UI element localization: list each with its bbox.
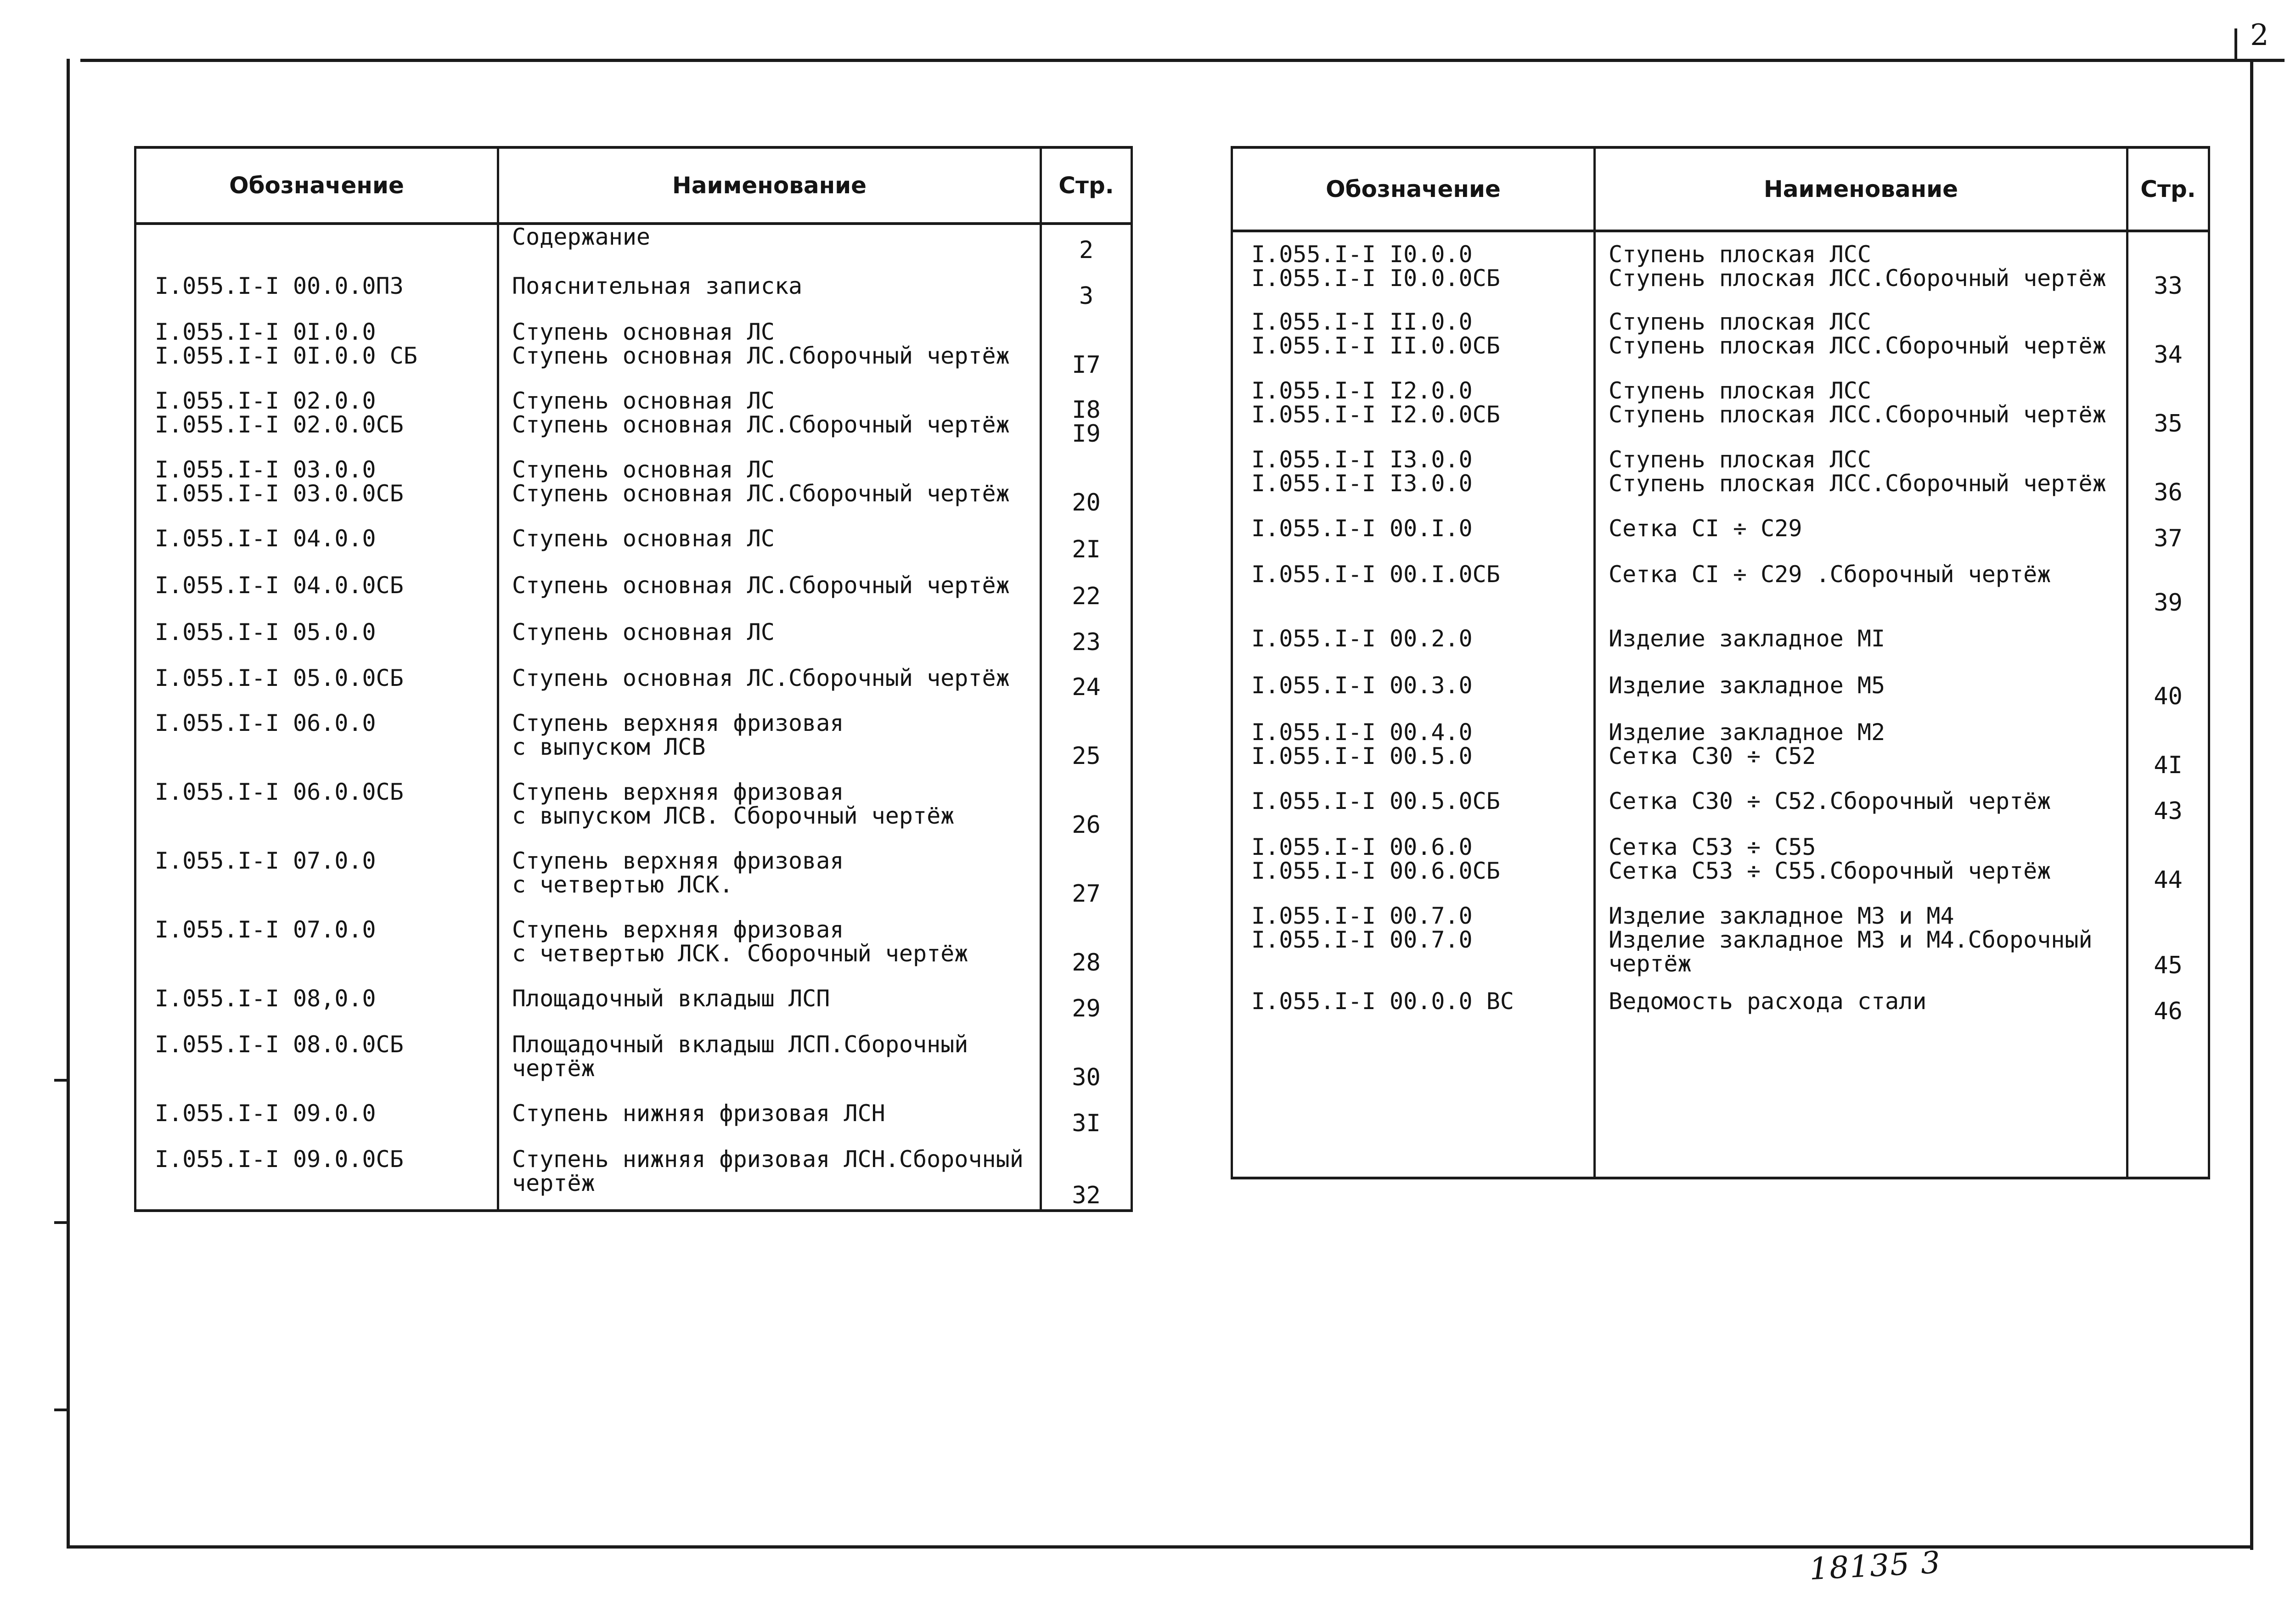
column-header-name: Наименование [1595,147,2127,231]
row-page: 3 [1041,264,1132,310]
row-code: I.055.I-I 05.0.0 [135,610,498,656]
table-row [1232,231,2209,300]
row-page: 46 [2127,979,2209,1025]
table-row [135,1091,1132,1137]
row-code: I.055.I-I 08.0.0СБ [135,1022,498,1091]
row-name: Изделие закладное М2 Сетка С30 ÷ С52 [1595,710,2127,779]
table-row [135,701,1132,770]
row-name: Ступень основная ЛС.Сборочный чертёж [498,563,1041,610]
row-page: 35 [2127,369,2209,438]
column-header-code: Обозначение [1232,147,1595,231]
sheet-number: 2 [2250,18,2269,52]
table-row [135,1137,1132,1211]
row-page: 2 [1041,224,1132,264]
column-header-page: Стр. [2127,147,2209,231]
row-page: 39 [2127,552,2209,617]
row-name-empty [1595,1025,2127,1178]
row-code: I.055.I-I 00.6.0 I.055.I-I 00.6.0СБ [1232,825,1595,894]
row-name: Сетка СI ÷ С29 [1595,506,2127,552]
row-name: Сетка С53 ÷ С55 Сетка С53 ÷ С55.Сборочный чертёж [1595,825,2127,894]
row-code: I.055.I-I 06.0.0СБ [135,770,498,839]
table-row [1232,506,2209,552]
row-code: I.055.I-I 07.0.0 [135,908,498,976]
row-page: I7 [1041,310,1132,379]
table-row [1232,663,2209,710]
column-header-name: Наименование [498,147,1041,224]
row-code: I.055.I-I 00.0.0 ВС [1232,979,1595,1025]
table-row [1232,617,2209,663]
row-name: Пояснительная записка [498,264,1041,310]
row-name: Ступень плоская ЛСС Ступень плоская ЛСС.Сборочный чертёж [1595,231,2127,300]
row-name: Ступень плоская ЛСС Ступень плоская ЛСС.Сборочный чертёж [1595,300,2127,369]
row-code: I.055.I-I 0I.0.0 I.055.I-I 0I.0.0 СБ [135,310,498,379]
row-name: Ступень основная ЛС Ступень основная ЛС.Сборочный чертёж [498,448,1041,516]
table-row [135,310,1132,379]
binding-tick [54,1079,70,1082]
binding-tick [54,1409,70,1411]
table-row [135,976,1132,1022]
table-row [135,1022,1132,1091]
row-name: Ступень верхняя фризовая с четвертью ЛСК. Сборочный чертёж [498,908,1041,976]
row-code: I.055.I-I 02.0.0 I.055.I-I 02.0.0СБ [135,379,498,448]
row-page: 45 [2127,894,2209,979]
table-row [135,610,1132,656]
binding-tick [54,1221,70,1224]
table-row [1232,300,2209,369]
table-row [1232,710,2209,779]
table-row [135,563,1132,610]
table-row [135,908,1132,976]
row-code: I.055.I-I II.0.0 I.055.I-I II.0.0СБ [1232,300,1595,369]
row-page: 27 [1041,839,1132,908]
row-page-empty [2127,1025,2209,1178]
row-name: Ступень основная ЛС Ступень основная ЛС.Сборочный чертёж [498,310,1041,379]
row-code-empty [1232,1025,1595,1178]
row-page: 36 [2127,438,2209,506]
row-name: Ступень нижняя фризовая ЛСН.Сборочный чертёж [498,1137,1041,1211]
corner-divider [2234,28,2237,60]
row-page: 4I [2127,710,2209,779]
inventory-number: 18135 3 [1808,1544,1942,1587]
row-name: Сетка С30 ÷ С52.Сборочный чертёж [1595,779,2127,825]
row-page: 22 [1041,563,1132,610]
contents-table-right [1231,146,2210,1179]
row-code: I.055.I-I 09.0.0 [135,1091,498,1137]
row-page: 25 [1041,701,1132,770]
table-row [1232,438,2209,506]
row-name: Ведомость расхода стали [1595,979,2127,1025]
row-name: Изделие закладное М3 и М4 Изделие закладное М3 и М4.Сборочный чертёж [1595,894,2127,979]
row-name: Ступень верхняя фризовая с выпуском ЛСВ. Сборочный чертёж [498,770,1041,839]
row-code: I.055.I-I 00.I.0СБ [1232,552,1595,617]
column-header-code: Обозначение [135,147,498,224]
sheet-frame-right [2250,59,2253,1550]
row-code: I.055.I-I 00.5.0СБ [1232,779,1595,825]
row-name: Ступень нижняя фризовая ЛСН [498,1091,1041,1137]
row-code: I.055.I-I 00.0.0П3 [135,264,498,310]
table-row [1232,894,2209,979]
row-code: I.055.I-I 00.3.0 [1232,663,1595,710]
row-name: Ступень основная ЛС.Сборочный чертёж [498,656,1041,701]
row-page: 28 [1041,908,1132,976]
row-page: 24 [1041,656,1132,701]
row-page: 29 [1041,976,1132,1022]
row-name: Ступень основная ЛС Ступень основная ЛС.Сборочный чертёж [498,379,1041,448]
row-page: 40 [2127,663,2209,710]
row-code: I.055.I-I 03.0.0 I.055.I-I 03.0.0СБ [135,448,498,516]
row-name: Площадочный вкладыш ЛСП [498,976,1041,1022]
row-name: Ступень плоская ЛСС Ступень плоская ЛСС.Сборочный чертёж [1595,369,2127,438]
row-code: I.055.I-I 05.0.0СБ [135,656,498,701]
row-page: 37 [2127,506,2209,552]
row-name: Ступень основная ЛС [498,516,1041,563]
row-page: 2I [1041,516,1132,563]
row-page: I8 I9 [1041,379,1132,448]
row-page: 23 [1041,610,1132,656]
row-code: I.055.I-I 00.7.0 I.055.I-I 00.7.0 [1232,894,1595,979]
row-code: I.055.I-I 00.2.0 [1232,617,1595,663]
row-code: I.055.I-I 00.I.0 [1232,506,1595,552]
row-name: Содержание [498,224,1041,264]
row-code: I.055.I-I I2.0.0 I.055.I-I I2.0.0СБ [1232,369,1595,438]
table-row [135,839,1132,908]
row-page: 26 [1041,770,1132,839]
row-code: I.055.I-I 08,0.0 [135,976,498,1022]
table-row [135,448,1132,516]
row-code: I.055.I-I I3.0.0 I.055.I-I I3.0.0 [1232,438,1595,506]
table-row [1232,825,2209,894]
table-row [135,224,1132,264]
row-code: I.055.I-I 09.0.0СБ [135,1137,498,1211]
contents-table-left [134,146,1133,1212]
row-page: 43 [2127,779,2209,825]
table-row [1232,779,2209,825]
row-page: 44 [2127,825,2209,894]
row-name: Сетка СI ÷ С29 .Сборочный чертёж [1595,552,2127,617]
row-page: 32 [1041,1137,1132,1211]
table-row [1232,552,2209,617]
table-header-row [1232,147,2209,231]
table-row [135,516,1132,563]
row-code: I.055.I-I 04.0.0СБ [135,563,498,610]
row-name: Площадочный вкладыш ЛСП.Сборочный чертёж [498,1022,1041,1091]
sheet-frame-top [80,59,2285,62]
row-code: I.055.I-I 00.4.0 I.055.I-I 00.5.0 [1232,710,1595,779]
row-page: 30 [1041,1022,1132,1091]
column-header-page: Стр. [1041,147,1132,224]
table-row [1232,979,2209,1025]
table-row [135,656,1132,701]
table-header-row [135,147,1132,224]
row-name: Ступень верхняя фризовая с четвертью ЛСК. [498,839,1041,908]
row-code [135,224,498,264]
row-name: Изделие закладное М5 [1595,663,2127,710]
table-row [135,770,1132,839]
table-row [135,379,1132,448]
table-row [1232,369,2209,438]
row-code: I.055.I-I 06.0.0 [135,701,498,770]
row-page: 3I [1041,1091,1132,1137]
row-name: Ступень плоская ЛСС Ступень плоская ЛСС.Сборочный чертёж [1595,438,2127,506]
row-name: Ступень верхняя фризовая с выпуском ЛСВ [498,701,1041,770]
row-page: 33 [2127,231,2209,300]
row-page [2127,617,2209,663]
row-name: Изделие закладное МI [1595,617,2127,663]
table-row [135,264,1132,310]
row-code: I.055.I-I 07.0.0 [135,839,498,908]
table-row-empty [1232,1025,2209,1178]
row-code: I.055.I-I 04.0.0 [135,516,498,563]
sheet-frame-left [67,59,70,1547]
row-code: I.055.I-I I0.0.0 I.055.I-I I0.0.0СБ [1232,231,1595,300]
row-page: 34 [2127,300,2209,369]
row-name: Ступень основная ЛС [498,610,1041,656]
row-page: 20 [1041,448,1132,516]
